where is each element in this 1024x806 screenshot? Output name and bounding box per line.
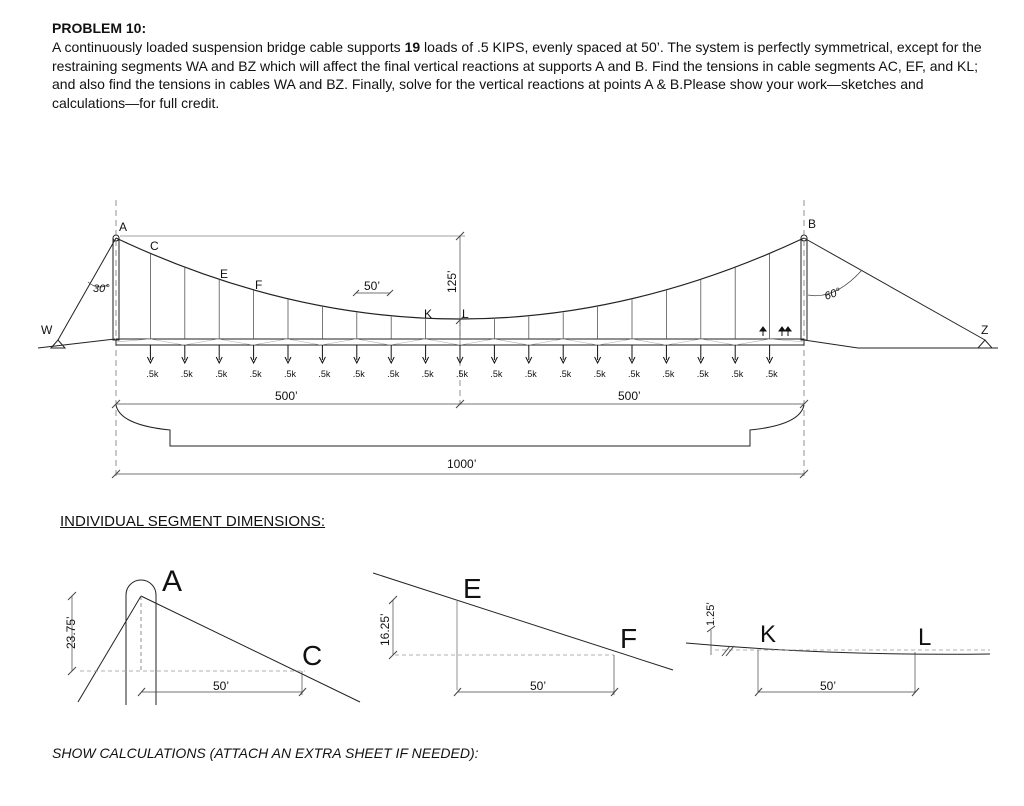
ef-cable bbox=[373, 573, 673, 670]
load-label: .5k bbox=[456, 369, 469, 379]
kl-rise-label: 1.25’ bbox=[705, 602, 717, 626]
load-label: .5k bbox=[284, 369, 297, 379]
span-bracket bbox=[116, 405, 804, 446]
load-label: .5k bbox=[628, 369, 641, 379]
ac-rise-label: 23.75’ bbox=[64, 616, 78, 649]
point-e: E bbox=[220, 267, 229, 281]
load-label: .5k bbox=[696, 369, 709, 379]
anchor-z bbox=[978, 340, 992, 348]
ac-backstay bbox=[78, 596, 141, 702]
load-label: .5k bbox=[249, 369, 262, 379]
half-span-left-label: 500’ bbox=[275, 389, 298, 403]
kl-break-tick-2 bbox=[726, 646, 734, 656]
load-label: .5k bbox=[215, 369, 228, 379]
half-span-right-label: 500’ bbox=[618, 389, 641, 403]
kl-break-tick-1 bbox=[722, 646, 730, 656]
total-span-label: 1000’ bbox=[447, 457, 477, 471]
kl-top-label: K bbox=[760, 621, 777, 648]
angle-right-label: 60° bbox=[822, 285, 843, 303]
anchor-w bbox=[51, 340, 65, 348]
kl-bottom-label: L bbox=[918, 624, 932, 651]
upward-arrows bbox=[760, 327, 791, 336]
load-label: .5k bbox=[593, 369, 606, 379]
spacing-label: 50’ bbox=[364, 279, 381, 293]
ac-bottom-label: C bbox=[302, 640, 323, 671]
load-label: .5k bbox=[146, 369, 159, 379]
point-z: Z bbox=[981, 323, 989, 337]
segment-dimensions-heading: INDIVIDUAL SEGMENT DIMENSIONS: bbox=[60, 513, 326, 530]
ground-right bbox=[804, 340, 858, 348]
load-label: .5k bbox=[490, 369, 503, 379]
ac-cable bbox=[141, 596, 360, 702]
segment-ef-detail bbox=[373, 573, 673, 696]
sag-label: 125’ bbox=[445, 270, 459, 293]
kl-run-label: 50’ bbox=[820, 679, 837, 693]
ground-left bbox=[38, 339, 115, 348]
ef-top-label: E bbox=[463, 573, 482, 604]
ef-bottom-label: F bbox=[620, 623, 638, 654]
ef-rise-label: 16.25’ bbox=[378, 613, 392, 646]
load-label: .5k bbox=[662, 369, 675, 379]
ac-run-label: 50’ bbox=[213, 679, 230, 693]
point-f: F bbox=[255, 278, 263, 292]
point-k: K bbox=[424, 307, 433, 321]
point-a: A bbox=[119, 220, 128, 234]
ef-run-label: 50’ bbox=[530, 679, 547, 693]
point-b: B bbox=[808, 217, 817, 231]
angle-left-label: 30° bbox=[93, 283, 110, 295]
segment-ac-detail bbox=[64, 565, 360, 705]
load-label: .5k bbox=[524, 369, 537, 379]
segment-kl-detail bbox=[686, 602, 990, 696]
problem-text-part-1: A continuously loaded suspension bridge cable supports bbox=[52, 39, 405, 55]
problem-text-part-2: loads of .5 KIPS, evenly spaced at 50’. The system is perfectly symmetrical, except for the restraining segments WA and BZ which will affect the final vertical reactions at supports A and B. Find the tensions in cable segments AC, EF, and KL; and also find the tensions in cables WA and BZ. Finally, solve for the vertical reactions at points A & B.Please show your work—sketches and calculations—for full credit. bbox=[52, 39, 982, 111]
load-label: .5k bbox=[559, 369, 572, 379]
load-label: .5k bbox=[731, 369, 744, 379]
point-l: L bbox=[462, 307, 469, 321]
point-c: C bbox=[150, 239, 159, 253]
load-count: 19 bbox=[404, 39, 421, 55]
footer-instruction: SHOW CALCULATIONS (ATTACH AN EXTRA SHEET IF NEEDED): bbox=[52, 745, 479, 761]
load-label: .5k bbox=[352, 369, 365, 379]
load-label: .5k bbox=[318, 369, 331, 379]
point-w: W bbox=[41, 323, 53, 337]
problem-title: PROBLEM 10: bbox=[52, 20, 147, 36]
load-label: .5k bbox=[765, 369, 778, 379]
load-label: .5k bbox=[180, 369, 193, 379]
load-label: .5k bbox=[387, 369, 400, 379]
ac-top-label: A bbox=[162, 565, 183, 598]
load-label: .5k bbox=[421, 369, 434, 379]
